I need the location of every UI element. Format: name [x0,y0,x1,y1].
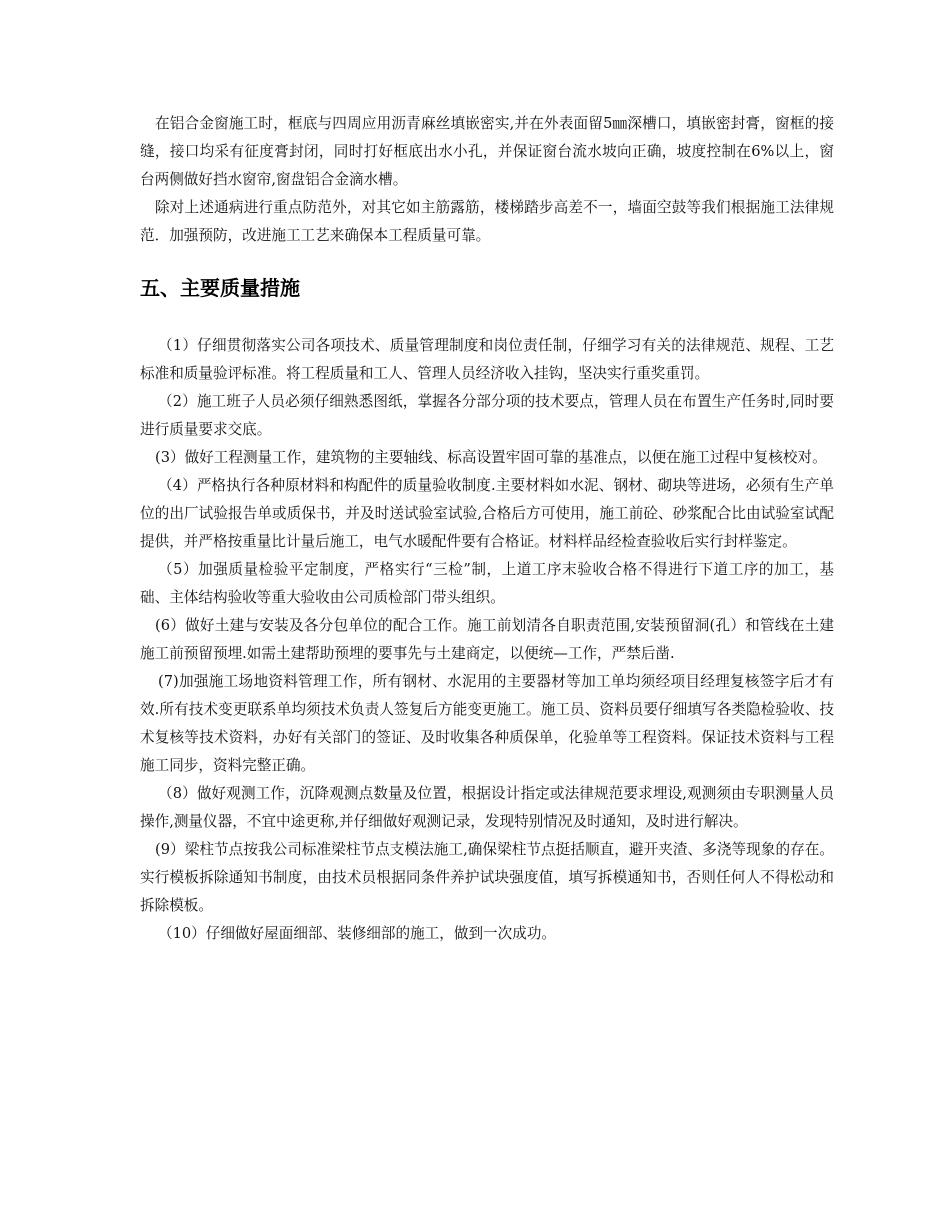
section-heading: 五、主要质量措施 [140,276,300,300]
paragraph-common-defects: 除对上述通病进行重点防范外，对其它如主筋露筋，楼梯踏步高差不一，墙面空鼓等我们根据施工法律规范．加强预防，改进施工工艺来确保本工程质量可靠。 [140,199,834,244]
measure-3: (3）做好工程测量工作，建筑物的主要轴线、标高设置牢固可靠的基准点，以便在施工过程中复核校对。 [155,449,827,466]
measure-9: (9）梁柱节点按我公司标准梁柱节点支模法施工,确保梁柱节点挺括顺直，避开夹渣、多浇等现象的存在。实行模板拆除通知书制度，由技术员根据同条件养护试块强度值，填写拆模通知书，否则任何人不得松动和拆除模板。 [140,841,834,914]
measure-1: （1）仔细贯彻落实公司各项技术、质量管理制度和岗位责任制，仔细学习有关的法律规范、规程、工艺标准和质量验评标准。将工程质量和工人、管理人员经济收入挂钩，坚决实行重奖重罚。 [140,337,834,382]
measure-8: （8）做好观测工作，沉降观测点数量及位置，根据设计指定或法律规范要求埋设,观测须由专职测量人员操作,测量仪器，不宜中途更称,并仔细做好观测记录，发现特别情况及时通知，及时进行解决。 [140,785,834,830]
measures-list [140,332,834,948]
section-heading-block [140,273,834,303]
measure-2: （2）施工班子人员必须仔细熟悉图纸，掌握各分部分项的技术要点，管理人员在布置生产任务时,同时要进行质量要求交底。 [140,393,834,438]
intro-section [140,110,834,250]
measure-7: (7)加强施工场地资料管理工作，所有钢材、水泥用的主要器材等加工单均须经项目经理复核签字后才有效.所有技术变更联系单均须技术负责人签复后方能变更施工。施工员、资料员要仔细填写各类隐检验收、技术复核等技术资料，办好有关部门的签证、及时收集各种质保单，化验单等工程资料。保证技术资料与工程施工同步，资料完整正确。 [140,673,834,774]
measure-6: (6）做好土建与安装及各分包单位的配合工作。施工前划清各自职责范围,安装预留洞(孔）和管线在土建施工前预留预埋.如需土建帮助预埋的要事先与土建商定，以便统—工作，严禁后凿. [140,617,834,662]
measure-4: （4）严格执行各种原材料和构配件的质量验收制度.主要材料如水泥、钢材、砌块等进场，必须有生产单位的出厂试验报告单或质保书，并及时送试验室试验,合格后方可使用，施工前砼、砂浆配合比由试验室试配提供，并严格按重量比计量后施工，电气水暖配件要有合格证。材料样品经检查验收后实行封样鉴定。 [140,477,834,550]
measure-10: （10）仔细做好屋面细部、装修细部的施工，做到一次成功。 [158,925,557,942]
measure-5: （5）加强质量检验平定制度，严格实行“三检”制，上道工序末验收合格不得进行下道工序的加工，基础、主体结构验收等重大验收由公司质检部门带头组织。 [140,561,834,606]
paragraph-aluminum-window: 在铝合金窗施工时，框底与四周应用沥青麻丝填嵌密实,并在外表面留5㎜深槽口，填嵌密封膏，窗框的接缝，接口均采有征度膏封闭，同时打好框底出水小孔，并保证窗台流水坡向正确，坡度控制在6%以上，窗台两侧做好挡水窗帘,窗盘铝合金滴水槽。 [140,115,834,188]
